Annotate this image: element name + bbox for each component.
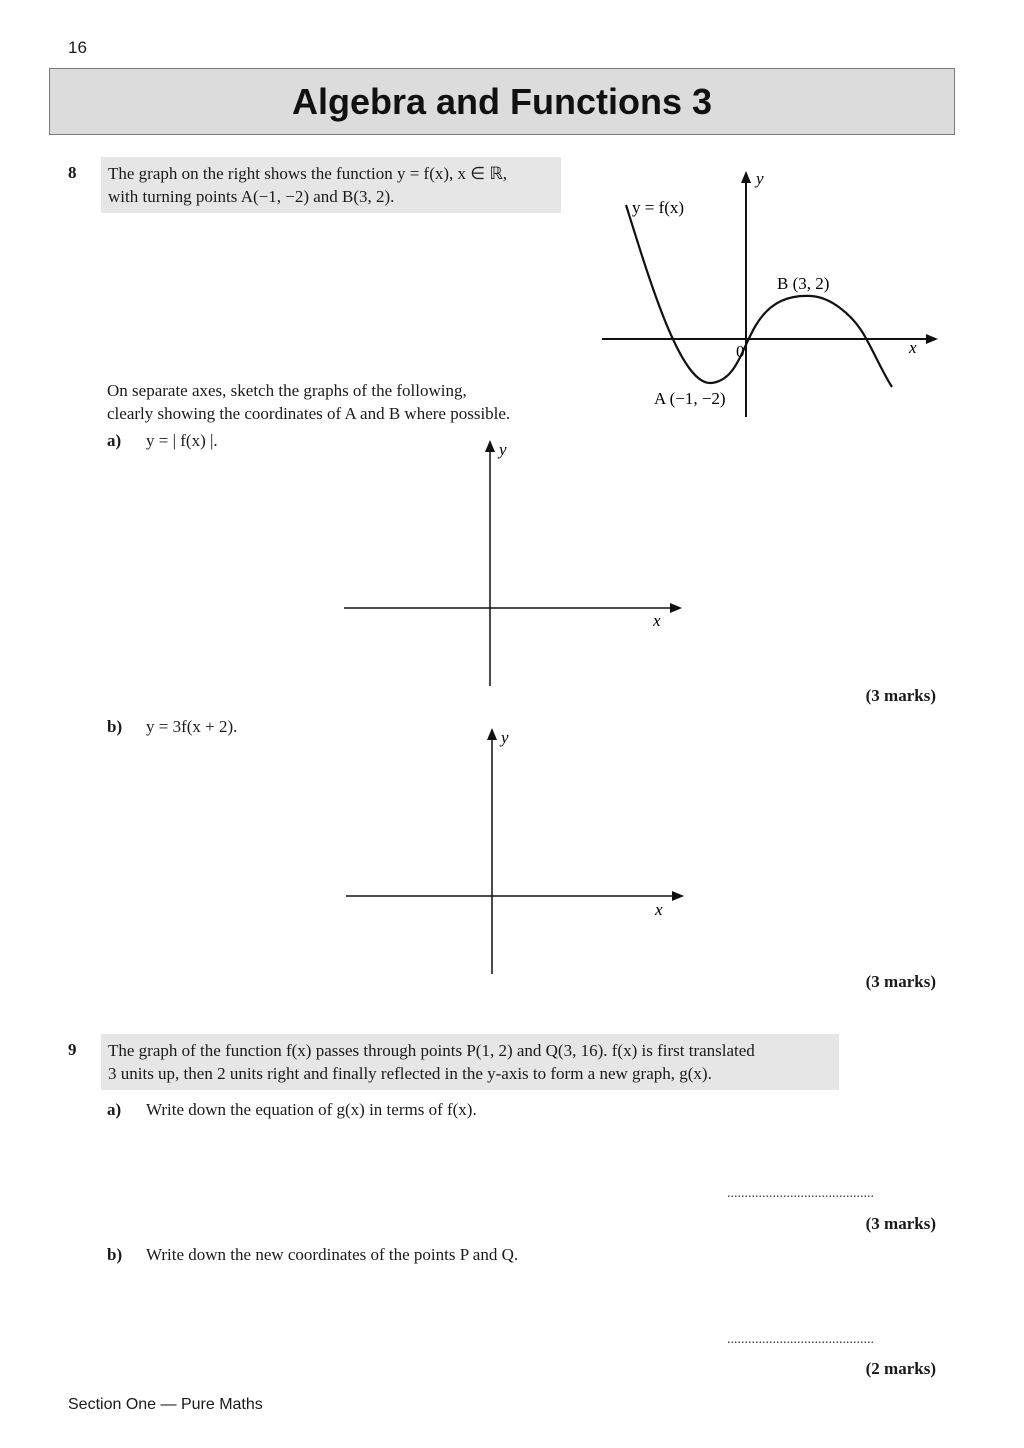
page-title: Algebra and Functions 3 [291,80,713,122]
graph-x-label: x [909,338,917,357]
part-9b-text: Write down the new coordinates of the points P and Q. [146,1245,519,1264]
part-9b-marks: (2 marks) [865,1359,936,1378]
point-b-label: B (3, 2) [777,274,830,293]
sketch-b-x-label: x [655,900,663,919]
sketch-axes-a[interactable] [340,436,690,690]
question-9-box [101,1034,839,1090]
question-8-instructions [107,379,510,425]
question-9-line-1: The graph of the function f(x) passes through points P(1, 2) and Q(3, 16). f(x) is first translated [108,1041,755,1060]
part-8b-text: y = 3f(x + 2). [146,717,238,736]
instruction-line-1: On separate axes, sketch the graphs of the following, [107,381,467,400]
question-9-number: 9 [68,1040,77,1059]
question-8-box [101,157,561,213]
title-banner [49,68,955,135]
function-graph [596,165,956,427]
part-8a-marks: (3 marks) [865,686,936,705]
part-9a-text: Write down the equation of g(x) in terms of f(x). [146,1100,477,1119]
part-8a-label: a) [107,431,122,450]
part-9a-marks: (3 marks) [865,1214,936,1233]
question-8-line-1: The graph on the right shows the function y = f(x), x ∈ ℝ, [108,164,508,183]
sketch-b-y-label: y [501,728,509,747]
sketch-a-y-label: y [499,440,507,459]
part-9b-answer-line[interactable]: .......................................... [727,1332,874,1347]
graph-y-label: y [756,169,764,188]
sketch-a-x-label: x [653,611,661,630]
origin-label: 0 [736,342,745,361]
question-9-line-2: 3 units up, then 2 units right and finally reflected in the y-axis to form a new graph, g(x). [108,1064,712,1083]
part-9b-label: b) [107,1245,123,1264]
sketch-axes-b[interactable] [342,724,692,978]
instruction-line-2: clearly showing the coordinates of A and B where possible. [107,404,511,423]
part-8b-label: b) [107,717,123,736]
question-8-number: 8 [68,163,77,182]
page-footer: Section One — Pure Maths [68,1396,263,1413]
part-9a-label: a) [107,1100,122,1119]
part-9a-answer-line[interactable]: .......................................... [727,1186,874,1201]
curve-label: y = f(x) [632,198,685,217]
point-a-label: A (−1, −2) [654,389,726,408]
page-number: 16 [68,38,87,57]
function-curve [626,205,892,387]
question-8-line-2: with turning points A(−1, −2) and B(3, 2). [108,187,395,206]
part-8b-marks: (3 marks) [865,972,936,991]
part-8a-text: y = | f(x) |. [146,431,218,450]
